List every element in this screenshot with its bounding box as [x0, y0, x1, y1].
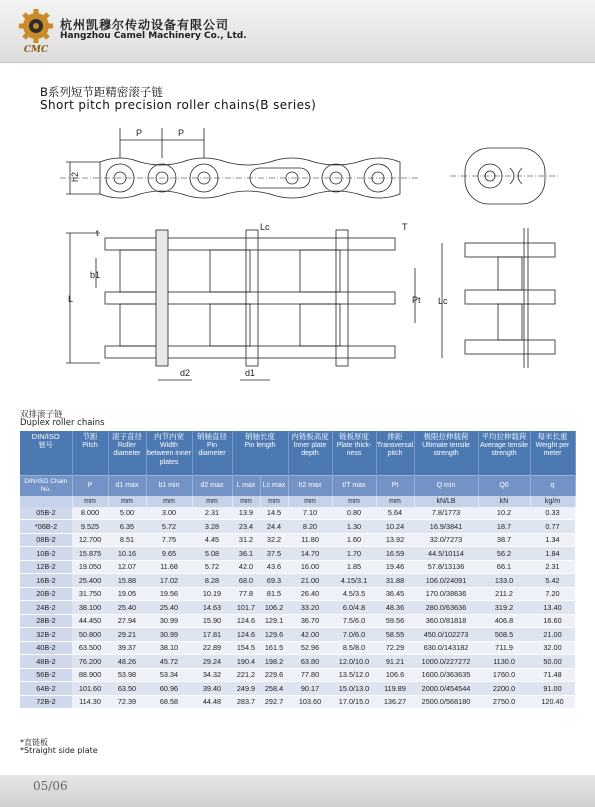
- table-cell: 77.80: [288, 668, 332, 682]
- table-cell: 45.72: [146, 655, 192, 669]
- table-cell: 6.0/4.8: [332, 601, 376, 615]
- table-cell: 25.40: [108, 601, 146, 615]
- table-cell: 1760.0: [478, 668, 530, 682]
- table-cell: 26.40: [288, 587, 332, 601]
- chain-number-cell: 20B-2: [20, 587, 72, 601]
- table-cell: 2.31: [192, 507, 232, 520]
- table-cell: 39.40: [192, 682, 232, 696]
- table-cell: 7.5/6.0: [332, 614, 376, 628]
- table-cell: 16.59: [376, 547, 414, 561]
- table-cell: 161.5: [260, 641, 288, 655]
- symbol: q: [530, 475, 575, 496]
- table-row: [20, 533, 575, 547]
- unit: mm: [192, 496, 232, 507]
- table-cell: 91.00: [530, 682, 575, 696]
- table-cell: 38.100: [72, 601, 108, 615]
- col-pin-length: 销轴长度 Pin length: [232, 431, 288, 475]
- table-cell: 4.45: [192, 533, 232, 547]
- label-p-2: P: [178, 128, 185, 138]
- table-cell: 12.0/10.0: [332, 655, 376, 669]
- table-cell: 1600.0/363635: [414, 668, 478, 682]
- table-cell: 19.46: [376, 560, 414, 574]
- table-cell: 63.50: [108, 682, 146, 696]
- unit: mm: [72, 496, 108, 507]
- table-cell: 72.29: [376, 641, 414, 655]
- table-cell: 21.00: [530, 628, 575, 642]
- table-cell: 30.99: [146, 614, 192, 628]
- col-transversal-pitch: 排距 Transversal pitch: [376, 431, 414, 475]
- table-cell: 29.21: [108, 628, 146, 642]
- table-cell: 44.48: [192, 695, 232, 709]
- table-cell: 10.24: [376, 520, 414, 534]
- table-cell: 258.4: [260, 682, 288, 696]
- table-cell: 14.63: [192, 601, 232, 615]
- table-cell: 34.32: [192, 668, 232, 682]
- table-cell: 1.84: [530, 547, 575, 561]
- table-cell: 57.8/13136: [414, 560, 478, 574]
- table-cell: 13.40: [530, 601, 575, 615]
- table-row: [20, 547, 575, 561]
- table-cell: 0.33: [530, 507, 575, 520]
- table-cell: 50.00: [530, 655, 575, 669]
- table-cell: 124.6: [232, 628, 260, 642]
- table-cell: 21.00: [288, 574, 332, 588]
- table-cell: 450.0/102273: [414, 628, 478, 642]
- table-cell: 63.500: [72, 641, 108, 655]
- table-cell: 7.0/6.0: [332, 628, 376, 642]
- table-cell: 1.85: [332, 560, 376, 574]
- table-cell: 3.00: [146, 507, 192, 520]
- table-cell: 68.0: [232, 574, 260, 588]
- table-cell: 15.88: [108, 574, 146, 588]
- table-cell: 15.0/13.0: [332, 682, 376, 696]
- table-cell: 16.9/3841: [414, 520, 478, 534]
- company-name-en: Hangzhou Camel Machinery Co., Ltd.: [60, 31, 247, 41]
- table-caption-en: Duplex roller chains: [20, 418, 105, 428]
- chain-number-cell: 72B-2: [20, 695, 72, 709]
- table-row: [20, 587, 575, 601]
- table-cell: 31.750: [72, 587, 108, 601]
- unit-row: [20, 496, 575, 507]
- unit: mm: [376, 496, 414, 507]
- table-cell: 13.92: [376, 533, 414, 547]
- table-cell: 38.10: [146, 641, 192, 655]
- symbol-row: [20, 475, 575, 496]
- symbol: t/T max: [332, 475, 376, 496]
- table-cell: 0.80: [332, 507, 376, 520]
- table-cell: 10.2: [478, 507, 530, 520]
- section-title-cn: B系列短节距精密滚子链: [40, 85, 163, 99]
- unit-blank: [20, 496, 72, 507]
- table-cell: 25.400: [72, 574, 108, 588]
- table-cell: 3.28: [192, 520, 232, 534]
- table-cell: 48.26: [108, 655, 146, 669]
- table-cell: 16.00: [288, 560, 332, 574]
- table-cell: 19.05: [108, 587, 146, 601]
- chain-number-cell: 10B-2: [20, 547, 72, 561]
- table-cell: 1.34: [530, 533, 575, 547]
- table-cell: 56.2: [478, 547, 530, 561]
- table-cell: 1130.0: [478, 655, 530, 669]
- table-cell: 8.51: [108, 533, 146, 547]
- col-inner-plate-depth: 内链板高度 Inner plate depth: [288, 431, 332, 475]
- col-plate-thickness: 链板厚度 Plate thick-ness: [332, 431, 376, 475]
- table-cell: 76.200: [72, 655, 108, 669]
- chain-number-cell: *06B-2: [20, 520, 72, 534]
- table-cell: 1.30: [332, 520, 376, 534]
- table-row: [20, 560, 575, 574]
- section-title-en: Short pitch precision roller chains(B series): [40, 98, 317, 112]
- table-cell: 292.7: [260, 695, 288, 709]
- table-cell: 7.10: [288, 507, 332, 520]
- side-view: [60, 128, 420, 198]
- table-cell: 1.60: [332, 533, 376, 547]
- table-cell: 4.5/3.5: [332, 587, 376, 601]
- plan-view: [66, 222, 448, 380]
- table-cell: 249.9: [232, 682, 260, 696]
- table-cell: 119.89: [376, 682, 414, 696]
- table-cell: 69.3: [260, 574, 288, 588]
- unit: mm: [146, 496, 192, 507]
- table-row: [20, 574, 575, 588]
- table-cell: 32.00: [530, 641, 575, 655]
- table-cell: 13.5/12.0: [332, 668, 376, 682]
- table-cell: 8.20: [288, 520, 332, 534]
- table-cell: 1.70: [332, 547, 376, 561]
- table-cell: 43.6: [260, 560, 288, 574]
- table-cell: 508.5: [478, 628, 530, 642]
- end-view-top: [450, 148, 560, 204]
- symbol: h2 max: [288, 475, 332, 496]
- table-cell: 50.800: [72, 628, 108, 642]
- table-row: [20, 520, 575, 534]
- table-body: [20, 507, 575, 709]
- table-cell: 52.96: [288, 641, 332, 655]
- table-cell: 2200.0: [478, 682, 530, 696]
- symbol: P: [72, 475, 108, 496]
- label-h2: h2: [70, 171, 80, 182]
- chain-number-cell: 64B-2: [20, 682, 72, 696]
- table-row: [20, 682, 575, 696]
- table-cell: 10.19: [192, 587, 232, 601]
- table-cell: 133.0: [478, 574, 530, 588]
- table-cell: 11.80: [288, 533, 332, 547]
- table-cell: 12.700: [72, 533, 108, 547]
- unit: mm: [332, 496, 376, 507]
- symbol: Lc max: [260, 475, 288, 496]
- table-cell: 211.2: [478, 587, 530, 601]
- table-cell: 42.00: [288, 628, 332, 642]
- end-view-bottom: [465, 228, 555, 368]
- table-cell: 60.96: [146, 682, 192, 696]
- table-cell: 63.80: [288, 655, 332, 669]
- chain-number-cell: 24B-2: [20, 601, 72, 615]
- table-cell: 129.6: [260, 628, 288, 642]
- table-cell: 37.5: [260, 547, 288, 561]
- table-cell: 406.8: [478, 614, 530, 628]
- label-lc: Lc: [260, 222, 270, 232]
- table-cell: 2.31: [530, 560, 575, 574]
- table-cell: 32.0/7273: [414, 533, 478, 547]
- table-cell: 72.39: [108, 695, 146, 709]
- table-cell: 53.98: [108, 668, 146, 682]
- table-cell: 42.0: [232, 560, 260, 574]
- label-l: L: [68, 294, 74, 304]
- table-cell: 103.60: [288, 695, 332, 709]
- table-cell: 36.70: [288, 614, 332, 628]
- table-cell: 16.60: [530, 614, 575, 628]
- table-cell: 4.15/3.1: [332, 574, 376, 588]
- footnote-cn: *直链板: [20, 738, 48, 747]
- table-cell: 18.7: [478, 520, 530, 534]
- table-cell: 229.6: [260, 668, 288, 682]
- company-name-cn: 杭州凯穆尔传动设备有限公司: [60, 18, 230, 32]
- gear-logo-icon: [14, 8, 58, 54]
- table-row: [20, 695, 575, 709]
- duplex-chain-spec-table: [20, 431, 576, 709]
- unit: mm: [232, 496, 260, 507]
- col-ultimate-strength: 极限拉伸载荷 Ultimate tensile strength: [414, 431, 478, 475]
- table-cell: 19.56: [146, 587, 192, 601]
- table-cell: 58.55: [376, 628, 414, 642]
- table-cell: 31.2: [232, 533, 260, 547]
- chain-number-cell: 56B-2: [20, 668, 72, 682]
- table-row: [20, 601, 575, 615]
- label-t-upper: T: [402, 222, 408, 232]
- table-cell: 68.58: [146, 695, 192, 709]
- table-cell: 129.1: [260, 614, 288, 628]
- table-cell: 12.07: [108, 560, 146, 574]
- col-inner-width: 内节内宽 Width between inner plates: [146, 431, 192, 475]
- col-average-strength: 平均拉伸载荷 Average tensile strength: [478, 431, 530, 475]
- footnote-en: *Straight side plate: [20, 746, 98, 755]
- label-d1: d1: [245, 368, 256, 378]
- chain-number-cell: 05B-2: [20, 507, 72, 520]
- col-pin-diameter: 销轴直径 Pin diameter: [192, 431, 232, 475]
- unit: kN/LB: [414, 496, 478, 507]
- table-cell: 15.875: [72, 547, 108, 561]
- table-cell: 14.5: [260, 507, 288, 520]
- table-cell: 11.68: [146, 560, 192, 574]
- unit: mm: [260, 496, 288, 507]
- table-cell: 360.0/81818: [414, 614, 478, 628]
- table-cell: 38.7: [478, 533, 530, 547]
- unit: mm: [108, 496, 146, 507]
- table-cell: 36.1: [232, 547, 260, 561]
- table-cell: 77.8: [232, 587, 260, 601]
- table-row: [20, 655, 575, 669]
- table-cell: 2500.0/568180: [414, 695, 478, 709]
- page-number: 05/06: [33, 779, 68, 793]
- chain-number-cell: 12B-2: [20, 560, 72, 574]
- table-cell: 88.900: [72, 668, 108, 682]
- table-cell: 53.34: [146, 668, 192, 682]
- table-cell: 90.17: [288, 682, 332, 696]
- table-cell: 15.90: [192, 614, 232, 628]
- table-cell: 221.2: [232, 668, 260, 682]
- label-lc-side: Lc: [438, 296, 448, 306]
- table-cell: 10.16: [108, 547, 146, 561]
- header-row: [20, 431, 575, 475]
- table-cell: 106.6: [376, 668, 414, 682]
- table-cell: 198.2: [260, 655, 288, 669]
- table-cell: 9.65: [146, 547, 192, 561]
- table-cell: 19.050: [72, 560, 108, 574]
- table-cell: 106.0/24091: [414, 574, 478, 588]
- table-cell: 5.00: [108, 507, 146, 520]
- table-cell: 31.88: [376, 574, 414, 588]
- table-cell: 44.5/10114: [414, 547, 478, 561]
- table-cell: 7.8/1773: [414, 507, 478, 520]
- table-cell: 30.99: [146, 628, 192, 642]
- table-cell: 114.30: [72, 695, 108, 709]
- table-row: [20, 507, 575, 520]
- symbol: L max: [232, 475, 260, 496]
- col-weight: 每米长重 Weight per meter: [530, 431, 575, 475]
- table-cell: 5.64: [376, 507, 414, 520]
- chain-no-label: DIN/ISO Chain No.: [20, 475, 72, 496]
- table-cell: 5.72: [192, 560, 232, 574]
- table-cell: 8.000: [72, 507, 108, 520]
- table-cell: 8.28: [192, 574, 232, 588]
- table-cell: 33.20: [288, 601, 332, 615]
- symbol: Q0: [478, 475, 530, 496]
- table-cell: 14.70: [288, 547, 332, 561]
- table-cell: 66.1: [478, 560, 530, 574]
- symbol: d1 max: [108, 475, 146, 496]
- table-cell: 39.37: [108, 641, 146, 655]
- table-cell: 124.6: [232, 614, 260, 628]
- table-cell: 136.27: [376, 695, 414, 709]
- table-cell: 5.72: [146, 520, 192, 534]
- label-b1: b1: [90, 270, 101, 280]
- col-roller-diameter: 滚子直径 Roller diameter: [108, 431, 146, 475]
- table-cell: 711.9: [478, 641, 530, 655]
- table-cell: 36.45: [376, 587, 414, 601]
- svg-text:CMC: CMC: [23, 45, 49, 54]
- chain-number-cell: 28B-2: [20, 614, 72, 628]
- symbol: d2 max: [192, 475, 232, 496]
- table-cell: 170.0/38636: [414, 587, 478, 601]
- table-cell: 319.2: [478, 601, 530, 615]
- table-cell: 29.24: [192, 655, 232, 669]
- chain-number-cell: 48B-2: [20, 655, 72, 669]
- label-t: t: [96, 228, 99, 238]
- table-cell: 5.08: [192, 547, 232, 561]
- chain-number-cell: 32B-2: [20, 628, 72, 642]
- table-cell: 1000.0/227272: [414, 655, 478, 669]
- label-p-1: P: [136, 128, 143, 138]
- unit: kg/m: [530, 496, 575, 507]
- chain-number-cell: 08B-2: [20, 533, 72, 547]
- table-row: [20, 668, 575, 682]
- table-cell: 48.36: [376, 601, 414, 615]
- table-cell: 154.5: [232, 641, 260, 655]
- symbol: b1 min: [146, 475, 192, 496]
- unit: kN: [478, 496, 530, 507]
- col-pitch: 节距 Pitch: [72, 431, 108, 475]
- table-cell: 283.7: [232, 695, 260, 709]
- table-caption-cn: 双排滚子链: [20, 410, 63, 420]
- chain-number-cell: 16B-2: [20, 574, 72, 588]
- table-cell: 2750.0: [478, 695, 530, 709]
- table-cell: 25.40: [146, 601, 192, 615]
- table-cell: 190.4: [232, 655, 260, 669]
- table-cell: 59.56: [376, 614, 414, 628]
- table-cell: 23.4: [232, 520, 260, 534]
- table-cell: 13.9: [232, 507, 260, 520]
- table-cell: 7.75: [146, 533, 192, 547]
- unit: mm: [288, 496, 332, 507]
- table-cell: 44.450: [72, 614, 108, 628]
- symbol: Q min: [414, 475, 478, 496]
- table-cell: 9.525: [72, 520, 108, 534]
- table-cell: 280.0/63636: [414, 601, 478, 615]
- table-cell: 5.42: [530, 574, 575, 588]
- table-cell: 71.48: [530, 668, 575, 682]
- table-row: [20, 628, 575, 642]
- table-cell: 0.77: [530, 520, 575, 534]
- chain-number-cell: 40B-2: [20, 641, 72, 655]
- table-cell: 101.7: [232, 601, 260, 615]
- chain-technical-drawing: [40, 118, 560, 408]
- table-cell: 22.89: [192, 641, 232, 655]
- table-cell: 27.94: [108, 614, 146, 628]
- symbol: Pt: [376, 475, 414, 496]
- col-chain-no: DIN/ISO 链号: [20, 431, 72, 475]
- table-cell: 17.0/15.0: [332, 695, 376, 709]
- table-cell: 630.0/143182: [414, 641, 478, 655]
- table-cell: 81.5: [260, 587, 288, 601]
- table-cell: 17.02: [146, 574, 192, 588]
- table-cell: 120.40: [530, 695, 575, 709]
- table-cell: 8.5/8.0: [332, 641, 376, 655]
- table-cell: 2000.0/454544: [414, 682, 478, 696]
- table-cell: 6.35: [108, 520, 146, 534]
- label-pt: Pt: [412, 295, 421, 305]
- table-row: [20, 641, 575, 655]
- table-cell: 17.81: [192, 628, 232, 642]
- table-cell: 32.2: [260, 533, 288, 547]
- table-cell: 24.4: [260, 520, 288, 534]
- table-cell: 106.2: [260, 601, 288, 615]
- table-cell: 101.60: [72, 682, 108, 696]
- table-row: [20, 614, 575, 628]
- table-cell: 7.20: [530, 587, 575, 601]
- label-d2: d2: [180, 368, 191, 378]
- page-footer-bar: [0, 775, 595, 807]
- table-cell: 91.21: [376, 655, 414, 669]
